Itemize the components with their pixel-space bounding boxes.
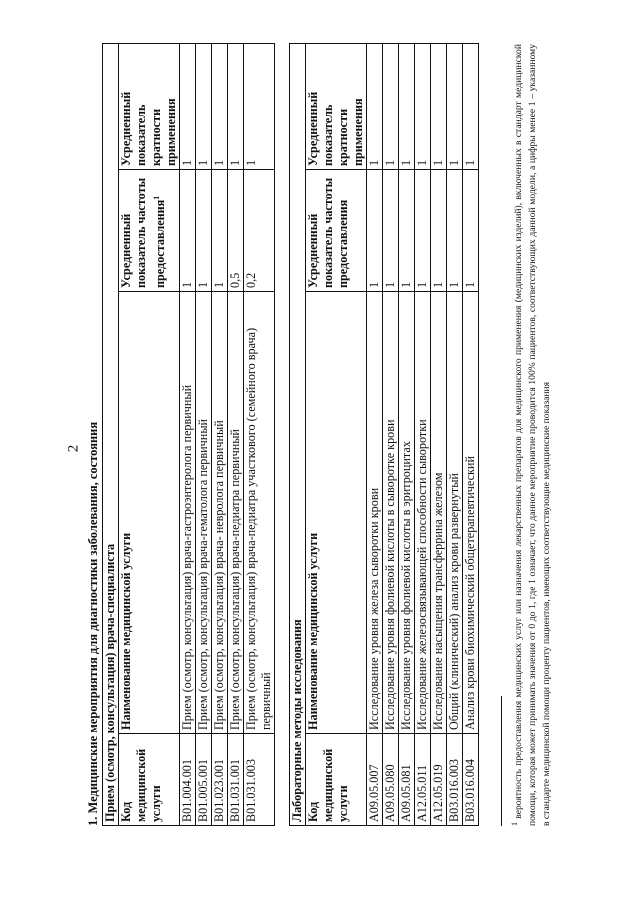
lab-rows [367, 43, 479, 825]
table-row [383, 43, 399, 825]
frequency-cell: 1 [463, 170, 479, 292]
service-name-cell: Исследование железосвязывающей способности сыворотки [415, 292, 431, 734]
consultation-group-row [103, 44, 119, 826]
service-name-cell: Исследование насыщения трансферрина железом [431, 292, 447, 734]
service-code-cell: B03.016.004 [463, 734, 479, 826]
lab-group-title: Лабораторные методы исследования [290, 43, 306, 825]
table-gap [275, 36, 289, 826]
service-code-cell: A09.05.080 [383, 734, 399, 826]
table-row [367, 43, 383, 825]
page-number: 2 [65, 444, 82, 453]
service-code-cell: A12.05.019 [431, 734, 447, 826]
multiplicity-cell: 1 [383, 43, 399, 169]
multiplicity-cell: 1 [415, 43, 431, 169]
service-code-cell: B03.016.003 [447, 734, 463, 826]
multiplicity-cell: 1 [399, 43, 415, 169]
table-row [180, 44, 196, 826]
multiplicity-cell: 1 [367, 43, 383, 169]
header-frequency [119, 170, 180, 292]
service-name-cell: Прием (осмотр, консультация) врача-педиатра участкового (семейного врача) первичный [244, 292, 275, 734]
service-code-cell: A09.05.081 [399, 734, 415, 826]
footnote [508, 44, 554, 826]
service-code-cell: A09.05.007 [367, 734, 383, 826]
consultation-group-title: Прием (осмотр, консультация) врача-специалиста [103, 44, 119, 826]
service-code-cell: A12.05.011 [415, 734, 431, 826]
service-name-cell: Прием (осмотр, консультация) врача- невролога первичный [212, 292, 228, 734]
lab-header-row [306, 43, 367, 825]
service-name-cell: Исследование уровня фолиевой кислоты в сыворотке крови [383, 292, 399, 734]
table-row [431, 43, 447, 825]
consultation-header-row [119, 44, 180, 826]
table-row [228, 44, 244, 826]
service-code-cell: B01.005.001 [196, 734, 212, 826]
multiplicity-cell: 1 [447, 43, 463, 169]
header-code: Код медицинской услуги [119, 734, 180, 826]
table-row [415, 43, 431, 825]
service-code-cell: B01.004.001 [180, 734, 196, 826]
footnote-divider [501, 696, 502, 826]
table-row [447, 43, 463, 825]
footnote-ref: 1 [152, 195, 161, 200]
table-row [196, 44, 212, 826]
frequency-cell: 1 [447, 170, 463, 292]
service-name-cell: Прием (осмотр, консультация) врача-гематолога первичный [196, 292, 212, 734]
rotated-document-body [86, 36, 554, 826]
multiplicity-cell: 1 [463, 43, 479, 169]
header-frequency: Усредненный показатель частоты предоставления [306, 170, 367, 292]
service-name-cell: Общий (клинический) анализ крови развернутый [447, 292, 463, 734]
service-name-cell: Прием (осмотр, консультация) врача-гастроэнтеролога первичный [180, 292, 196, 734]
frequency-cell: 1 [383, 170, 399, 292]
table-row [463, 43, 479, 825]
header-name: Наименование медицинской услуги [119, 292, 180, 734]
frequency-cell: 1 [415, 170, 431, 292]
header-multiplicity: Усредненный показатель кратности применения [119, 44, 180, 170]
service-code-cell: B01.031.003 [244, 734, 275, 826]
multiplicity-cell: 1 [212, 44, 228, 170]
frequency-cell: 0,5 [228, 170, 244, 292]
multiplicity-cell: 1 [431, 43, 447, 169]
service-name-cell: Прием (осмотр, консультация) врача-педиатра первичный [228, 292, 244, 734]
frequency-cell: 1 [399, 170, 415, 292]
header-name: Наименование медицинской услуги [306, 292, 367, 734]
service-code-cell: B01.031.001 [228, 734, 244, 826]
multiplicity-cell: 1 [196, 44, 212, 170]
frequency-cell: 0,2 [244, 170, 275, 292]
service-name-cell: Исследование уровня фолиевой кислоты в эритроцитах [399, 292, 415, 734]
multiplicity-cell: 1 [228, 44, 244, 170]
multiplicity-cell: 1 [244, 44, 275, 170]
service-name-cell: Исследование уровня железа сыворотки крови [367, 292, 383, 734]
service-code-cell: B01.023.001 [212, 734, 228, 826]
header-frequency-text: Усредненный показатель частоты предоставления [119, 177, 168, 288]
table-row [244, 44, 275, 826]
consultation-rows [180, 44, 275, 826]
footnote-text: вероятность предоставления медицинских услуг или назначения лекарственных препаратов для медицинского применения (медицинских изделий), включенных в стандарт медицинской помощи, которая может принимать значения от 0 до 1, где 1 означает, что данное мероприятие проводится 100% пациентов, соответствующих данной модели, а цифры менее 1 – указанному в стандарте медицинской помощи проценту пациентов, имеющих соответствующие медицинские показания [513, 44, 553, 826]
section-title: 1. Медицинские мероприятия для диагностики заболевания, состояния [86, 421, 100, 826]
frequency-cell: 1 [431, 170, 447, 292]
frequency-cell: 1 [180, 170, 196, 292]
frequency-cell: 1 [196, 170, 212, 292]
multiplicity-cell: 1 [180, 44, 196, 170]
table-row [399, 43, 415, 825]
service-name-cell: Анализ крови биохимический общетерапевтический [463, 292, 479, 734]
lab-table [289, 43, 479, 826]
consultation-table [102, 43, 275, 826]
frequency-cell: 1 [212, 170, 228, 292]
header-multiplicity: Усредненный показатель кратности применения [306, 43, 367, 169]
table-row [212, 44, 228, 826]
header-code: Код медицинской услуги [306, 734, 367, 826]
frequency-cell: 1 [367, 170, 383, 292]
lab-group-row [290, 43, 306, 825]
footnote-marker: 1 [510, 822, 519, 826]
